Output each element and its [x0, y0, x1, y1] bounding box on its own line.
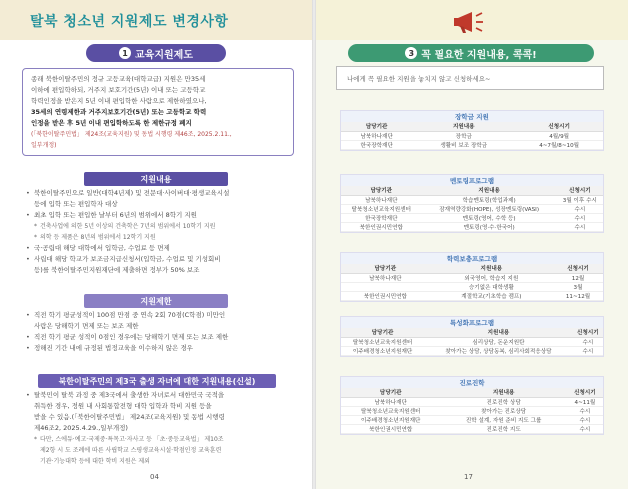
list-item: • 직전 학기 평균 성적이 0점인 경우에는 당해학기 면제 또는 보조 제한 — [26, 332, 300, 343]
table-row — [341, 222, 603, 231]
column-header: 담당기관 — [341, 122, 412, 131]
table-row — [341, 337, 603, 346]
list-item: 기관·기능대학 등에 대한 학비 지원은 제외 — [40, 458, 150, 465]
table-cell: 남북하나재단 — [341, 397, 440, 406]
support-table — [341, 186, 603, 232]
page-number-right: 17 — [464, 473, 473, 481]
table-cell: 잠재역량강화(HOPE), 성장멘토링(VASI) — [422, 204, 557, 213]
table-cell: 생활비 보조 장학금 — [412, 140, 515, 149]
section-label: 꼭 필요한 지원내용, 콕콕! — [421, 49, 537, 61]
table-cell: 멘토링(영·수·한국어) — [422, 222, 557, 231]
list-item: * 건축사업에 의한 5년 이상의 건축학은 7년의 범위에서 10학기 지원 — [26, 221, 300, 232]
table-title: 멘토링프로그램 — [341, 175, 603, 186]
column-header: 담당기관 — [341, 186, 422, 195]
list-item: 제2항 시 도 조례에 따른 사립학교 스평생교육시설·학점인정 교육훈련 — [40, 447, 222, 454]
table-cell: 수시 — [567, 415, 603, 424]
column-header: 담당기관 — [341, 328, 424, 337]
list-item: 사람은 당해학기 면제 또는 보조 제한 — [34, 322, 139, 330]
page-number-left: 04 — [150, 473, 159, 481]
support-table-card — [340, 316, 604, 357]
table-cell: 남북하나재단 — [341, 195, 422, 204]
table-row — [341, 273, 603, 282]
column-header: 신청시기 — [567, 388, 603, 397]
table-cell: 심리상담, 돈운지원탄 — [424, 337, 573, 346]
support-table — [341, 264, 603, 301]
table-row — [341, 213, 603, 222]
list-item: 등)를 북한이탈주민지원재단에 제출하면 정부가 50% 보조 — [34, 266, 200, 274]
table-title: 장학금 지원 — [341, 111, 603, 122]
subsection-third-country-children: 북한이탈주민의 제3국 출생 자녀에 대한 지원내용(신설) — [38, 374, 276, 388]
table-cell: 한국장학재단 — [341, 213, 422, 222]
table-cell: 이주배경청소년지원재단 — [341, 346, 424, 355]
intro-line: 이하에 편입학하되, 거주지 보호기간(5년) 이내 또는 고등학교 — [31, 86, 206, 94]
list-item: • 국·공립대 해당 대학에서 입학금, 수업료 등 면제 — [26, 243, 300, 254]
table-row — [341, 415, 603, 424]
table-cell: 멘토링(영어, 수학 등) — [422, 213, 557, 222]
table-cell: 학습멘토링(학업과제) — [422, 195, 557, 204]
table-cell: 한국장학재단 — [341, 140, 412, 149]
list-item: 제46조2, 2025.4.29.,일부개정) — [34, 424, 128, 432]
list-item: * 다만, 스에듀·예고·국제중·특목고·자사고 등 「초·중등교육법」 제10조 — [26, 434, 300, 445]
table-cell: 장학금 — [412, 131, 515, 140]
list-item: • 북한이탈주민으로 일반(대학4년제) 및 전문대·사이버대·평생교육시설 — [26, 188, 300, 199]
column-header: 지원내용 — [440, 388, 566, 397]
table-cell: 수시 — [567, 424, 603, 433]
table-cell: 북한인권시민연합 — [341, 291, 430, 300]
column-header: 신청시기 — [573, 328, 603, 337]
support-table-card — [340, 174, 604, 233]
table-cell: 진로진학 지도 — [440, 424, 566, 433]
table-row — [341, 397, 603, 406]
intro-box — [22, 68, 294, 156]
table-cell: 탈북청소년교육지원센터 — [341, 337, 424, 346]
table-cell: 수시 — [567, 406, 603, 415]
table-title: 특성화프로그램 — [341, 317, 603, 328]
section-number: 3 — [405, 47, 417, 59]
table-row — [341, 131, 603, 140]
table-cell: 수시 — [573, 337, 603, 346]
list-item: 받을 수 있음.(「북한이탈주민법」 제24조(교육지원) 및 동법 시행령 — [34, 413, 225, 421]
support-content-list — [26, 188, 300, 276]
table-cell: 수시 — [557, 204, 603, 213]
column-header: 담당기관 — [341, 388, 440, 397]
table-cell: 진로진학 상담 — [440, 397, 566, 406]
column-header: 신청시기 — [557, 186, 603, 195]
table-cell: 계절학교(기초학습 캠프) — [430, 291, 553, 300]
book-spine — [312, 0, 316, 489]
list-item: • 직전 학기 평균성적이 100점 만점 중 연속 2회 70점(C학점) 미만인 — [26, 310, 300, 321]
table-row — [341, 346, 603, 355]
third-country-list — [26, 390, 300, 467]
section-education-support — [86, 44, 226, 62]
table-row — [341, 291, 603, 300]
table-cell: 진학 설계, 자원 준비 지도 그룹 — [440, 415, 566, 424]
support-limits-list — [26, 310, 300, 354]
table-row — [341, 140, 603, 149]
list-item: 취득한 경우, 정원 내 사회통합전형 대학 입학과 학비 지원 등을 — [34, 402, 212, 410]
table-cell: 탈북청소년교육지원센터 — [341, 406, 440, 415]
section-label: 교육지원제도 — [135, 49, 193, 61]
support-table-card — [340, 376, 604, 435]
table-cell: 수시 — [557, 213, 603, 222]
subsection-support-content: 지원내용 — [84, 172, 228, 186]
support-table-card — [340, 110, 604, 151]
table-cell: 수시 — [557, 222, 603, 231]
list-item: • 최초 입학 또는 편입한 날부터 6년의 범위에서 8학기 지원 — [26, 210, 300, 221]
column-header: 지원내용 — [412, 122, 515, 131]
table-cell — [341, 282, 430, 291]
page-title: 탈북 청소년 지원제도 변경사항 — [30, 14, 229, 30]
table-cell: 탈북청소년교육지원센터 — [341, 204, 422, 213]
table-row — [341, 195, 603, 204]
intro-line: 종래 북한이탈주민의 정규 고등교육(대학교급) 지원은 만35세 — [31, 75, 206, 83]
support-table-card — [340, 252, 604, 302]
column-header: 지원내용 — [422, 186, 557, 195]
table-row — [341, 424, 603, 433]
table-cell: 3월 이후 수시 — [557, 195, 603, 204]
table-cell: 찾아가는 진로상담 — [440, 406, 566, 415]
intro-line-bold: 35세의 연령제한과 거주지보호기간(5년) 또는 고등학교 학력 — [31, 108, 207, 116]
megaphone-icon — [450, 8, 494, 36]
column-header: 신청시기 — [515, 122, 603, 131]
table-cell: 11~12월 — [553, 291, 603, 300]
list-item: * 의학 등 제품은 8년의 범위에서 12학기 지원 — [26, 232, 300, 243]
intro-citation: (「북한이탈주민법」 제24조(교육지원) 및 동법 시행령 제46조, 2025.2.11., — [31, 131, 232, 138]
table-title: 진로진학 — [341, 377, 603, 388]
list-item: • 정해진 기간 내에 규정된 법정교육을 이수하지 않은 경우 — [26, 343, 300, 354]
table-cell: 3월 — [553, 282, 603, 291]
support-table — [341, 328, 603, 356]
table-cell: 외국영어, 학습지 지원 — [430, 273, 553, 282]
table-cell: 북한인권시민연합 — [341, 222, 422, 231]
table-row — [341, 282, 603, 291]
table-cell: 남북하나재단 — [341, 131, 412, 140]
support-table — [341, 388, 603, 434]
table-cell: 남북하나재단 — [341, 273, 430, 282]
intro-line: 학력인정을 받은지 5년 이내 편입학한 사람으로 제한하였으나, — [31, 97, 207, 105]
list-item: • 탈북민이 탈북 과정 중 제3국에서 출생한 자녀로서 대한민국 국적을 — [26, 390, 300, 401]
column-header: 담당기관 — [341, 264, 430, 273]
section-key-support — [348, 44, 594, 62]
table-row — [341, 406, 603, 415]
table-cell: 승기없은 대학생활 — [430, 282, 553, 291]
table-cell: 북한인권시민연합 — [341, 424, 440, 433]
column-header: 지원내용 — [430, 264, 553, 273]
subsection-support-limits: 지원제한 — [84, 294, 228, 308]
right-intro-box: 나에게 꼭 필요한 지원을 놓치지 않고 신청하세요~ — [336, 66, 604, 90]
table-cell: 4~7월/8~10월 — [515, 140, 603, 149]
table-row — [341, 204, 603, 213]
column-header: 지원내용 — [424, 328, 573, 337]
table-cell: 찾아가는 상담, 상담동복, 심리사회적응상담 — [424, 346, 573, 355]
table-cell: 4~11월 — [567, 397, 603, 406]
table-cell: 이주배경청소년지원재단 — [341, 415, 440, 424]
column-header: 신청시기 — [553, 264, 603, 273]
table-title: 학력보충프로그램 — [341, 253, 603, 264]
intro-citation: 일부개정) — [31, 142, 57, 149]
table-cell: 수시 — [573, 346, 603, 355]
section-number: 1 — [119, 47, 131, 59]
right-page — [314, 0, 628, 489]
table-cell: 12월 — [553, 273, 603, 282]
list-item: 등에 입학 또는 편입학자 대상 — [34, 200, 118, 208]
intro-line-bold: 인정을 받은 후 5년 이내 편입학하도록 한 제한규정 폐지 — [31, 119, 192, 127]
table-cell: 4월/9월 — [515, 131, 603, 140]
list-item: • 사립대 해당 학교가 보조금지급신청서(입학금, 수업료 및 기성회비 — [26, 254, 300, 265]
support-table — [341, 122, 603, 150]
